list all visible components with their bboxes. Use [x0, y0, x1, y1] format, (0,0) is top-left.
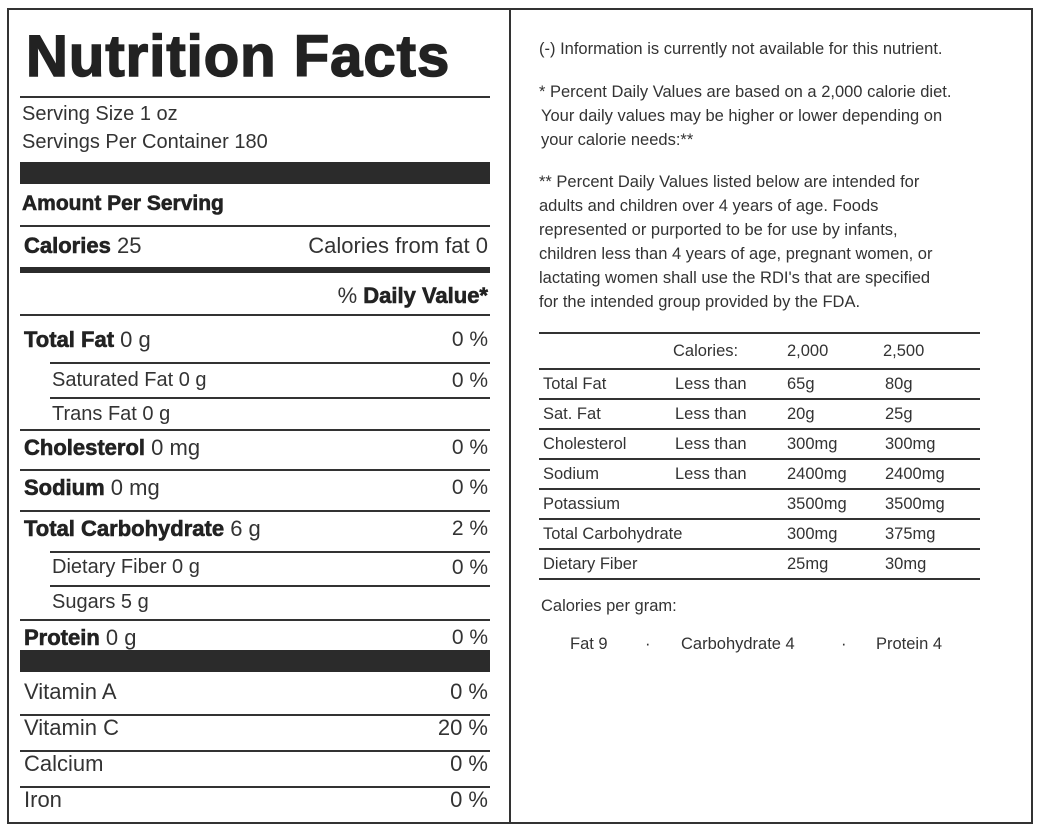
pdv-note-line: your calorie needs:**: [541, 131, 694, 149]
table-cell: 300mg: [787, 525, 838, 543]
rdi-note-line: adults and children over 4 years of age. Foods: [539, 197, 879, 215]
protein-per-gram: Protein 4: [876, 635, 943, 653]
table-cell: 20g: [787, 405, 815, 423]
carbohydrate-per-gram: Carbohydrate 4: [681, 635, 795, 653]
nutrition-facts-title: Nutrition Facts: [26, 24, 451, 89]
nutrient-row: [52, 557, 200, 577]
table-cell: 300mg: [885, 435, 936, 453]
nutrient-row: [24, 477, 160, 499]
calories-from-fat: Calories from fat 0: [308, 233, 488, 258]
rule: [50, 362, 490, 364]
nutrient-dv: 0 %: [451, 556, 488, 579]
table-cell: 25g: [885, 405, 913, 423]
rdi-note-line: for the intended group provided by the FDA.: [539, 293, 861, 311]
vitamin-name: Vitamin A: [24, 679, 117, 704]
amount-per-serving: Amount Per Serving: [22, 192, 224, 215]
table-rule: [539, 458, 980, 460]
rule: [50, 585, 490, 587]
nutrient-row: [52, 592, 149, 612]
nutrient-row: [24, 329, 151, 351]
table-header-2500: 2,500: [883, 342, 925, 360]
panel-divider: [509, 8, 511, 824]
table-cell: Total Carbohydrate: [543, 525, 683, 543]
nutrient-dv: 0 %: [451, 476, 488, 499]
rule: [20, 750, 490, 752]
table-rule: [539, 548, 980, 550]
rule: [20, 469, 490, 471]
vitamin-dv: 0 %: [450, 679, 488, 704]
rdi-note-line: children less than 4 years of age, pregnant women, or: [539, 245, 933, 263]
nutrient-row: [24, 627, 137, 649]
rule: [50, 397, 490, 399]
table-cell: 3500mg: [885, 495, 945, 513]
table-cell: 3500mg: [787, 495, 847, 513]
table-cell: 30mg: [885, 555, 927, 573]
table-cell: Sat. Fat: [543, 405, 601, 423]
servings-per-container: Servings Per Container 180: [22, 131, 268, 153]
vitamin-dv: 20 %: [437, 715, 488, 740]
calories-label: Calories: [24, 233, 111, 258]
nutrient-name: Total Fat: [24, 327, 115, 352]
vitamin-dv: 0 %: [450, 751, 488, 776]
rule: [20, 510, 490, 512]
table-cell: 2400mg: [787, 465, 847, 483]
nutrient-name: Total Carbohydrate: [24, 516, 225, 541]
nutrient-amount: 0 g: [120, 327, 151, 352]
table-cell: Cholesterol: [543, 435, 627, 453]
rule: [20, 225, 490, 227]
nutrient-dv: 2 %: [451, 517, 488, 540]
vitamin-name: Calcium: [24, 751, 104, 776]
nutrient-name: Cholesterol: [24, 435, 146, 460]
table-cell: Less than: [675, 435, 747, 453]
table-rule: [539, 368, 980, 370]
rdi-note-line: lactating women shall use the RDI's that are specified: [539, 269, 931, 287]
nutrient-name: Dietary Fiber 0 g: [52, 556, 200, 578]
nutrient-row: [52, 370, 207, 390]
nutrient-name: Saturated Fat 0 g: [52, 369, 207, 391]
table-cell: 2400mg: [885, 465, 945, 483]
rule: [20, 714, 490, 716]
table-cell: Sodium: [543, 465, 599, 483]
rule: [20, 96, 490, 98]
table-cell: 65g: [787, 375, 815, 393]
table-cell: 80g: [885, 375, 913, 393]
medium-rule: [20, 267, 490, 273]
table-header-calories: Calories:: [673, 342, 739, 360]
nutrient-name: Sugars 5 g: [52, 591, 149, 613]
nutrient-amount: 0 mg: [151, 435, 201, 460]
separator-dot: ·: [645, 635, 651, 653]
thick-rule: [20, 650, 490, 672]
nutrient-dv: 0 %: [451, 328, 488, 351]
table-cell: 375mg: [885, 525, 936, 543]
rule: [50, 551, 490, 553]
nutrient-dv: 0 %: [451, 436, 488, 459]
table-cell: 25mg: [787, 555, 829, 573]
table-rule: [539, 578, 980, 580]
calories-value: 25: [116, 233, 142, 258]
vitamin-dv: 0 %: [450, 787, 488, 812]
nutrient-dv: 0 %: [451, 369, 488, 392]
pdv-note-line: Your daily values may be higher or lower depending on: [541, 107, 943, 125]
pdv-note-line: * Percent Daily Values are based on a 2,000 calorie diet.: [539, 83, 952, 101]
table-cell: Less than: [675, 405, 747, 423]
nutrient-dv: 0 %: [451, 626, 488, 649]
nutrient-amount: 0 g: [105, 625, 137, 650]
nutrient-row: [24, 518, 261, 540]
rdi-note-line: ** Percent Daily Values listed below are intended for: [539, 173, 920, 191]
vitamin-name: Vitamin C: [24, 715, 119, 740]
table-cell: Less than: [675, 375, 747, 393]
table-rule: [539, 488, 980, 490]
separator-dot: ·: [841, 635, 847, 653]
fat-per-gram: Fat 9: [570, 635, 608, 653]
nutrient-row: [24, 437, 200, 459]
table-header-2000: 2,000: [787, 342, 829, 360]
table-cell: Less than: [675, 465, 747, 483]
rule: [20, 619, 490, 621]
nutrient-name: Protein: [24, 625, 100, 650]
nutrient-name: Trans Fat 0 g: [52, 403, 171, 425]
table-cell: Dietary Fiber: [543, 555, 638, 573]
daily-value-header: % Daily Value*: [337, 283, 488, 308]
info-unavailable-note: (-) Information is currently not available for this nutrient.: [539, 40, 943, 58]
thick-rule: [20, 162, 490, 184]
vitamin-name: Iron: [24, 787, 62, 812]
rule: [20, 429, 490, 431]
nutrient-row: [52, 404, 170, 424]
calories-row: [24, 235, 141, 257]
rule: [20, 786, 490, 788]
nutrient-amount: 0 mg: [110, 475, 160, 500]
nutrient-name: Sodium: [24, 475, 105, 500]
calories-per-gram-label: Calories per gram:: [541, 597, 677, 615]
table-cell: 300mg: [787, 435, 838, 453]
table-cell: Potassium: [543, 495, 621, 513]
table-cell: Total Fat: [543, 375, 607, 393]
table-rule: [539, 518, 980, 520]
table-rule: [539, 332, 980, 334]
nutrient-amount: 6 g: [230, 516, 261, 541]
table-rule: [539, 398, 980, 400]
rule: [20, 314, 490, 316]
table-rule: [539, 428, 980, 430]
rdi-note-line: represented or purported to be for use by infants,: [539, 221, 898, 239]
serving-size: Serving Size 1 oz: [22, 103, 178, 125]
